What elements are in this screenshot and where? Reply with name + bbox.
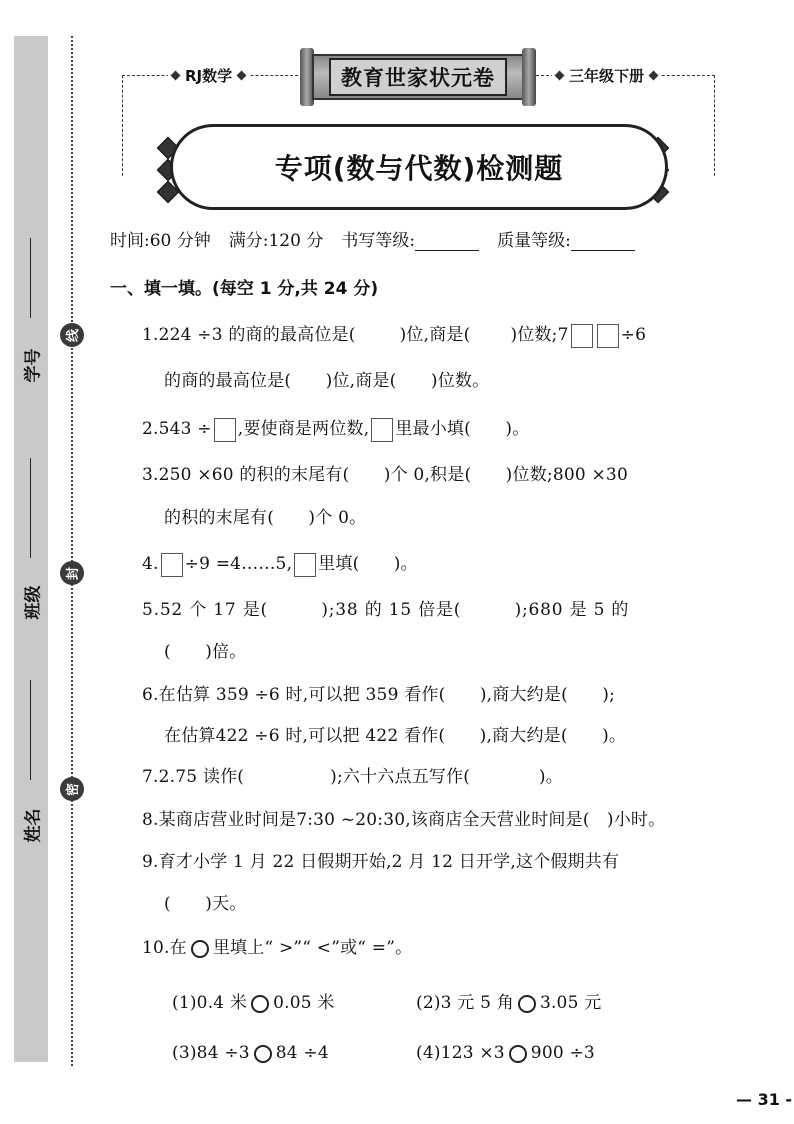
series-scroll [300, 48, 536, 106]
question-9-line-2: ( )天。 [164, 894, 247, 914]
compare-4: (4)123 ×3 900 ÷3 [416, 1043, 595, 1063]
question-3-line-1: 3.250 ×60 的积的末尾有( )个 0,积是( )位数;800 ×30 [142, 465, 628, 485]
diamond-icon [649, 70, 659, 80]
answer-box[interactable] [371, 418, 393, 442]
question-6-line-1: 6.在估算 359 ÷6 时,可以把 359 看作( ),商大约是( ); [142, 685, 616, 705]
answer-box[interactable] [571, 324, 593, 348]
compare-circle[interactable] [518, 995, 536, 1013]
seal-seal: 封 [60, 561, 84, 585]
name-label-wrap [14, 785, 48, 865]
seal-line: 线 [60, 323, 84, 347]
answer-box[interactable] [294, 553, 316, 577]
student-id-label: 学号 [23, 348, 44, 382]
answer-box[interactable] [161, 553, 183, 577]
class-line [30, 458, 31, 558]
compare-2: (2)3 元 5 角 3.05 元 [416, 993, 602, 1013]
answer-box[interactable] [597, 324, 619, 348]
question-3-line-2: 的积的末尾有( )个 0。 [164, 508, 367, 528]
name-label: 姓名 [23, 808, 44, 842]
page-title: 专项(数与代数)检测题 [274, 152, 564, 185]
name-line [30, 680, 31, 780]
compare-1: (1)0.4 米 0.05 米 [172, 993, 335, 1013]
subject-tag-text: RJ数学 [185, 66, 233, 85]
question-4: 4. ÷9 =4……5, 里填( )。 [142, 549, 418, 577]
quality-grade: 质量等级: [497, 226, 635, 251]
scroll-rod-right [522, 48, 536, 106]
grade-tag-text: 三年级下册 [569, 66, 645, 85]
compare-circle[interactable] [254, 1045, 272, 1063]
class-label: 班级 [23, 585, 44, 619]
question-5-line-2: ( )倍。 [164, 642, 247, 662]
question-10: 10.在 里填上“ >”“ <”或“ =”。 [142, 938, 413, 958]
page-number: — 31 - [736, 1090, 793, 1109]
scroll-body [312, 54, 524, 100]
class-label-wrap [14, 562, 48, 642]
question-7: 7.2.75 读作( );六十六点五写作( )。 [142, 767, 563, 787]
student-id-line [30, 238, 31, 318]
question-8: 8.某商店营业时间是7:30 ~20:30,该商店全天营业时间是( )小时。 [142, 810, 666, 830]
series-title: 教育世家状元卷 [329, 58, 507, 96]
compare-3: (3)84 ÷3 84 ÷4 [172, 1043, 329, 1063]
diamond-icon [171, 70, 181, 80]
answer-box[interactable] [214, 418, 236, 442]
grade-tag [552, 62, 661, 88]
question-1-line-2: 的商的最高位是( )位,商是( )位数。 [164, 371, 490, 391]
exam-info [110, 226, 730, 251]
time-limit: 时间:60 分钟 [110, 231, 211, 251]
quality-grade-blank[interactable] [571, 232, 635, 251]
question-9-line-1: 9.育才小学 1 月 22 日假期开始,2 月 12 日开学,这个假期共有 [142, 852, 620, 872]
question-6-line-2: 在估算422 ÷6 时,可以把 422 看作( ),商大约是( )。 [164, 726, 627, 746]
diamond-icon [237, 70, 247, 80]
subject-tag [168, 62, 249, 88]
circle-icon [191, 940, 209, 958]
section-heading: 一、填一填。(每空 1 分,共 24 分) [110, 279, 379, 299]
compare-circle[interactable] [509, 1045, 527, 1063]
binding-margin [14, 36, 48, 1062]
writing-grade-blank[interactable] [415, 232, 479, 251]
student-id-label-wrap [14, 325, 48, 405]
full-score: 满分:120 分 [228, 231, 324, 251]
title-banner [170, 124, 668, 210]
seal-secret: 密 [60, 777, 84, 801]
question-2: 2.543 ÷ ,要使商是两位数, 里最小填( )。 [142, 414, 529, 442]
cut-line [71, 36, 73, 1066]
compare-circle[interactable] [251, 995, 269, 1013]
writing-grade: 书写等级: [341, 226, 479, 251]
diamond-icon [555, 70, 565, 80]
question-5-line-1: 5.52 个 17 是( );38 的 15 倍是( );680 是 5 的 [142, 600, 630, 620]
question-1-line-1: 1.224 ÷3 的商的最高位是( )位,商是( )位数;7 ÷6 [142, 320, 646, 348]
